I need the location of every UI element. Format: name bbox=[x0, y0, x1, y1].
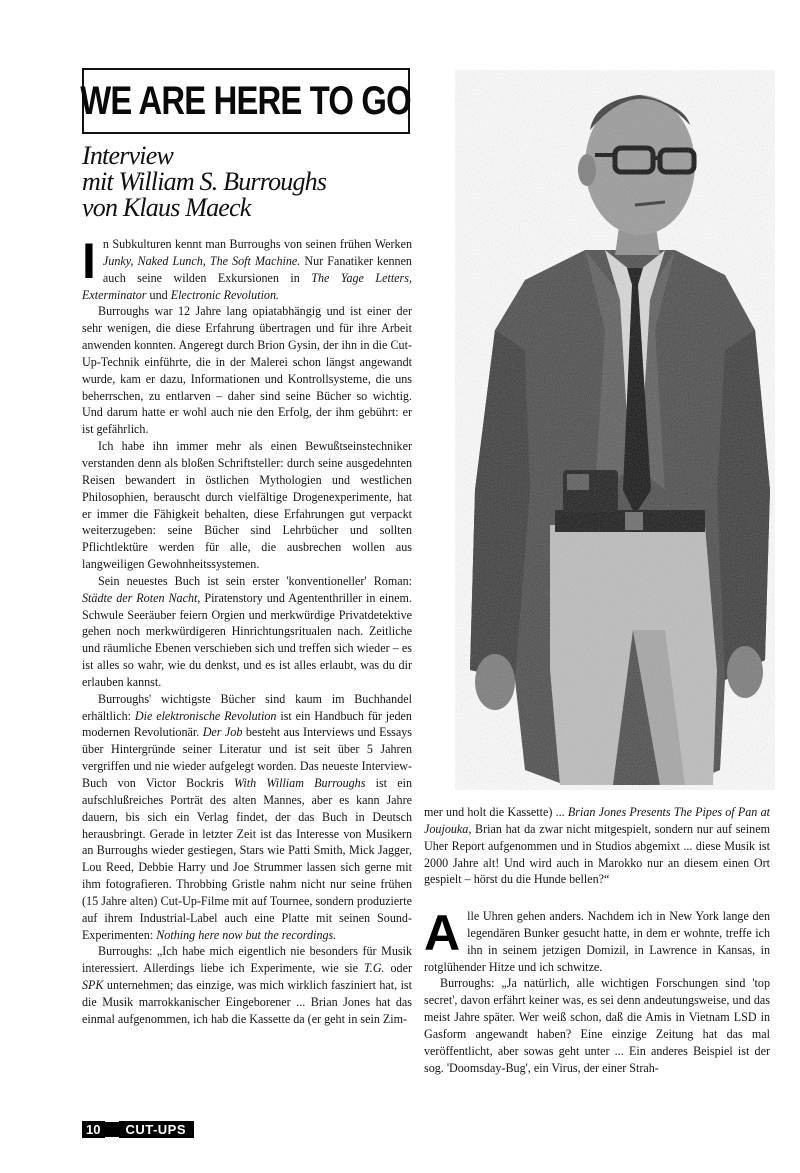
page-footer bbox=[82, 1121, 194, 1138]
record-title-nothing-here: Nothing here now but the recordings. bbox=[156, 927, 337, 942]
book-title-elektronische-revolution: Die elektronische Revolution bbox=[134, 708, 277, 723]
band-spk: SPK bbox=[82, 978, 104, 993]
article-column-left bbox=[82, 233, 413, 1028]
magazine-name: CUT-UPS bbox=[119, 1121, 194, 1138]
footer-divider bbox=[105, 1122, 119, 1137]
paragraph-5-text-a: Burroughs' wichtigste Bücher sind kaum im Buchhandel erhältlich: bbox=[82, 691, 412, 723]
dropcap-a: A bbox=[424, 905, 461, 961]
headline: WE ARE HERE TO GO bbox=[80, 78, 412, 123]
paragraph-4-text-c: Piratenstory und Agententhriller in einem. Schwule Seeräuber feiern Orgien und merkwürdige Privatdetektive gehen noch merkwürdigeren Hinrichtungsritualen nach. Zeitliche und räumliche Ebenen verschieben sich und treffen sich wieder – es ist alles so wahr, wie du denkst, und es ist alles erlaubt, was du dir erlauben kannst. bbox=[82, 590, 412, 689]
subtitle-line-1: Interview bbox=[82, 141, 173, 170]
book-title-staedte: Städte der Roten Nacht, bbox=[82, 590, 201, 605]
book-titles-early: Junky, Naked Lunch, The Soft Machine. bbox=[102, 253, 301, 268]
article-column-right-top bbox=[424, 804, 770, 888]
subtitle-line-2: mit William S. Burroughs bbox=[82, 167, 327, 196]
portrait-photo bbox=[455, 70, 775, 790]
paragraph-3: Ich habe ihn immer mehr als einen Bewußtseinstechniker verstanden denn als bloßen Schriftsteller: durch seine ausgedehnten Reisen bewandert in östlichen Mythologien und westlichen Philosophien, berauscht durch vielfältige Drogenexperimente, hat er immer die Fähigkeit behalten, diese Erfahrungen gut verpackt weiterzugeben: seine Bücher sind Lehrbücher und sollten Pflichtlektüre werden für alle, die ausbrechen wollen aus langweiligen Gewohnheitssystemen. bbox=[82, 439, 412, 572]
article-column-right-bottom bbox=[424, 905, 770, 1076]
paragraph-8-text: lle Uhren gehen anders. Nachdem ich in New York lange den legendären Bunker gesucht hatte, in dem er wohnte, treffe ich ihn in seinem jetzigen Domizil, in Lawrence in Kansas, in rotglühender Hitze und ich schwitze. bbox=[424, 909, 770, 974]
band-tg: T.G. bbox=[363, 961, 385, 976]
paragraph-7 bbox=[424, 804, 770, 888]
paragraph-4-text-a: Sein neuestes Buch ist sein erster 'konventioneller' Roman: bbox=[98, 573, 412, 588]
paragraph-2: Burroughs war 12 Jahre lang opiatabhängig und ist einer der sehr wenigen, die diese Erfahrung übertragen und für ihre Arbeit anwenden konnten. Angeregt durch Brion Gysin, der ihn in die Cut-Up-Technik einführte, die in der Malerei schon längst angewandt wurde, kam er dazu, Informationen und Kontrollsysteme, die uns beherrschen, zu entlarven – daher sind seine Bücher so wichtig. Und darum hatte er wohl auch nie den Erfolg, der ihm gebührt: er ist gefährlich. bbox=[82, 304, 412, 437]
dropcap-i: I bbox=[82, 233, 96, 289]
paragraph-6 bbox=[82, 943, 412, 1027]
headline-box bbox=[82, 68, 410, 134]
paragraph-1 bbox=[82, 233, 412, 303]
paragraph-7-text-c: Brian hat da zwar nicht mitgespielt, sondern nur auf seinem Uher Report aufgenommen und in Studios abgemixt ... diese Musik ist 2000 Jahre alt! Und wird auch in Marokko nur an diesem einen Ort gespielt – hörst du die Hunde bellen?“ bbox=[424, 821, 770, 887]
page-number: 10 bbox=[82, 1121, 105, 1138]
paragraph-1-text-a: n Subkulturen kennt man Burroughs von seinen frühen Werken bbox=[102, 237, 412, 251]
record-title-pipes-of-pan: Brian Jones Presents The Pipes of Pan at Joujouka, bbox=[424, 805, 770, 836]
paragraph-7-text-a: mer und holt die Kassette) ... bbox=[424, 805, 568, 819]
paragraph-5-text-e: besteht aus Interviews und Essays über Hintergründe seiner Literatur und ist seit über 5 Jahren vergriffen und nie wieder aufgelegt worden. Das neueste Interview-Buch von Victor Bockris bbox=[82, 725, 412, 790]
paragraph-6-text-c: oder bbox=[384, 961, 412, 976]
paragraph-1-text-e: und bbox=[146, 287, 171, 302]
paragraph-6-text-a: Burroughs: „Ich habe mich eigentlich nie besonders für Musik interessiert. Allerdings liebe ich Experimente, wie sie bbox=[82, 944, 412, 976]
subtitle bbox=[82, 143, 412, 221]
paragraph-6-text-e: unternehmen; das einzige, was mich wirklich fasziniert hat, ist die Musik marrokkanischer Eingeborener ... Brian Jones hat das einmal aufgenommen, ich hab die Kassette da (er geht in sein Zim- bbox=[82, 978, 412, 1026]
book-title-electronic-revolution: Electronic Revolution. bbox=[170, 287, 280, 302]
paragraph-5-text-c: ist ein Handbuch für jeden modernen Revolutionär. bbox=[82, 708, 412, 740]
book-title-der-job: Der Job bbox=[202, 725, 243, 740]
paragraph-5-text-g: ist ein aufschlußreiches Porträt des alten Mannes, aber es kann Jahre dauern, bis sich ein Verlag findet, der das Buch in Deutsch herausbringt. Gerade in letzter Zeit ist das Interesse von Musikern an Burroughs wieder gestiegen, Stars wie Patti Smith, Mick Jagger, Lou Reed, Debbie Harry und Joe Strummer lassen sich gerne mit ihm fotografieren. Throbbing Gristle nahm nicht nur seine frühen (15 Jahre alten) Cut-Up-Filme mit auf Tournee, sondern produzierte auf ihrem Industrial-Label auch eine Platte mit seinen Sound-Experimenten: bbox=[82, 776, 413, 942]
subtitle-line-3: von Klaus Maeck bbox=[82, 193, 251, 222]
paragraph-4 bbox=[82, 573, 412, 691]
book-title-with-william-burroughs: With William Burroughs bbox=[233, 776, 366, 790]
paragraph-1-text-c: Nur Fanatiker kennen auch seine wilden Exkursionen in bbox=[102, 253, 412, 285]
paragraph-8 bbox=[424, 905, 770, 975]
paragraph-9: Burroughs: „Ja natürlich, alle wichtigen Forschungen sind 'top secret', davon erfährt keiner was, es sei denn andeutungsweise, und das meist Jahre später. Wer weiß schon, daß die Amis in Vietnam LSD in Gasform angewandt haben? Eine einzige Zeitung hat das mal veröffentlicht, aber sowas geht unter ... Ein anderes Beispiel ist der sog. 'Doomsday-Bug', ein Virus, der einer Strah- bbox=[424, 976, 770, 1075]
book-titles-later: The Yage Letters, Exterminator bbox=[82, 270, 412, 302]
paragraph-5 bbox=[82, 691, 412, 944]
